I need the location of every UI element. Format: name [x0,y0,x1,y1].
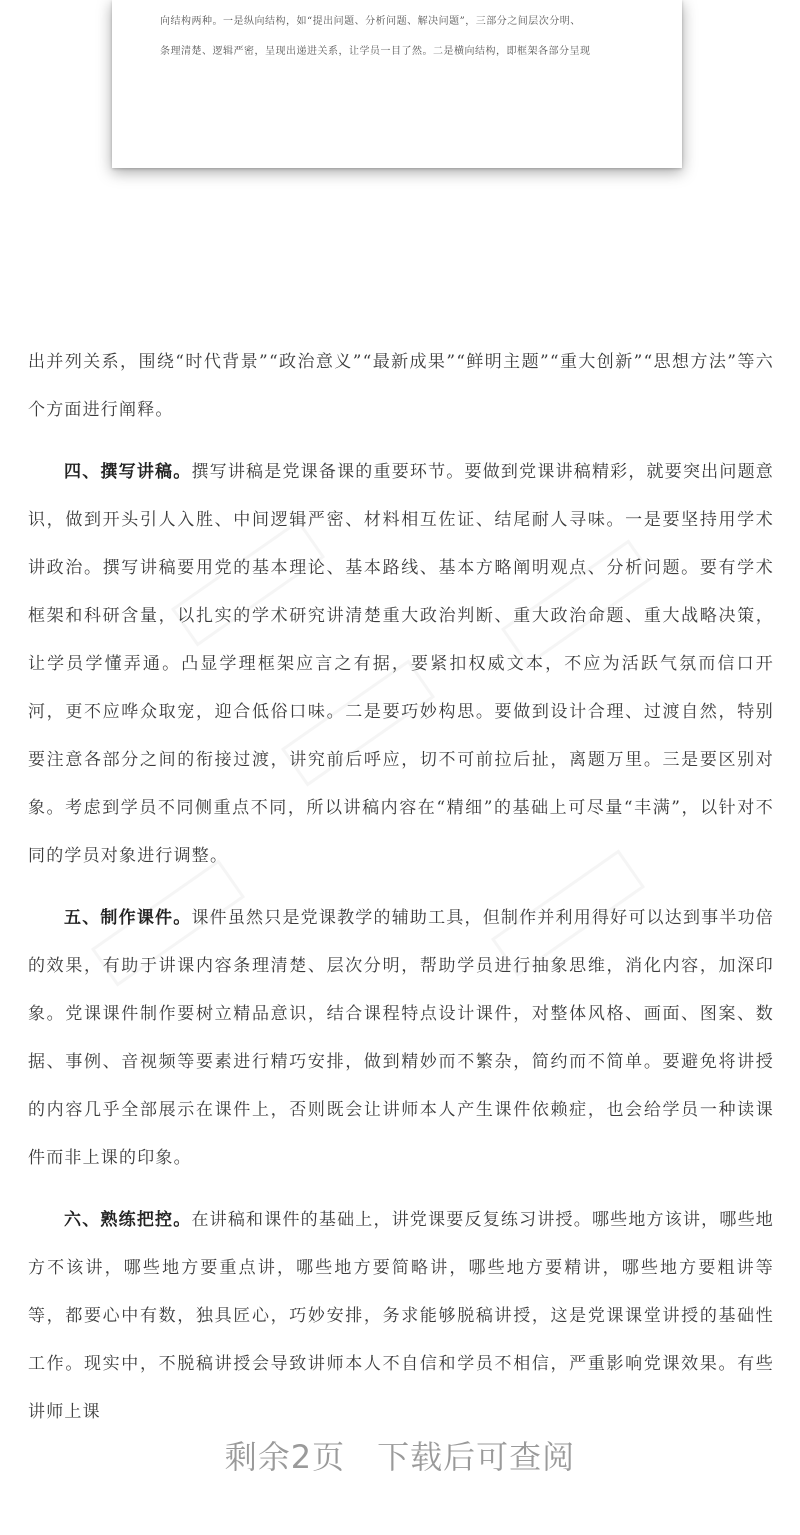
document-body [28,338,774,1450]
document-preview-card [112,0,682,168]
section-heading: 四、撰写讲稿。 [64,462,192,482]
section-five-paragraph [28,894,774,1182]
section-body: 在讲稿和课件的基础上，讲党课要反复练习讲授。哪些地方该讲，哪些地方不该讲，哪些地方要重点讲，哪些地方要简略讲，哪些地方要精讲，哪些地方要粗讲等等，都要心中有数，独具匠心，巧妙安排，务求能够脱稿讲授，这是党课课堂讲授的基础性工作。现实中，不脱稿讲授会导致讲师本人不自信和学员不相信，严重影响党课效果。有些讲师上课 [28,1210,774,1422]
section-body: 课件虽然只是党课教学的辅助工具，但制作并利用得好可以达到事半功倍的效果，有助于讲课内容条理清楚、层次分明，帮助学员进行抽象思维，消化内容，加深印象。党课课件制作要树立精品意识，结合课程特点设计课件，对整体风格、画面、图案、数据、事例、音视频等要素进行精巧安排，做到精妙而不繁杂，简约而不简单。要避免将讲授的内容几乎全部展示在课件上，否则既会让讲师本人产生课件依赖症，也会给学员一种读课件而非上课的印象。 [28,908,774,1168]
paragraph: 出并列关系，围绕“时代背景”“政治意义”“最新成果”“鲜明主题”“重大创新”“思想方法”等六个方面进行阐释。 [28,352,774,420]
download-prompt[interactable] [0,1432,800,1478]
section-heading: 五、制作课件。 [64,908,192,928]
section-body: 撰写讲稿是党课备课的重要环节。要做到党课讲稿精彩，就要突出问题意识，做到开头引人入胜、中间逻辑严密、材料相互佐证、结尾耐人寻味。一是要坚持用学术讲政治。撰写讲稿要用党的基本理论、基本路线、基本方略阐明观点、分析问题。要有学术框架和科研含量，以扎实的学术研究讲清楚重大政治判断、重大政治命题、重大战略决策，让学员学懂弄通。凸显学理框架应言之有据，要紧扣权威文本，不应为活跃气氛而信口开河，更不应哗众取宠，迎合低俗口味。二是要巧妙构思。要做到设计合理、过渡自然，特别要注意各部分之间的衔接过渡，讲究前后呼应，切不可前拉后扯，离题万里。三是要区别对象。考虑到学员不同侧重点不同，所以讲稿内容在“精细”的基础上可尽量“丰满”，以针对不同的学员对象进行调整。 [28,462,774,866]
section-heading: 六、熟练把控。 [64,1210,192,1230]
download-to-view-label[interactable]: 下载后可查阅 [377,1438,576,1476]
preview-text-line: 向结构两种。一是纵向结构，如“提出问题、分析问题、解决问题”，三部分之间层次分明、 [160,16,581,27]
preview-text-line: 条理清楚、逻辑严密，呈现出递进关系，让学员一目了然。二是横向结构，即框架各部分呈现 [160,46,591,57]
remaining-pages-label: 剩余2页 [224,1438,346,1476]
section-six-paragraph [28,1196,774,1436]
section-four-paragraph [28,448,774,880]
